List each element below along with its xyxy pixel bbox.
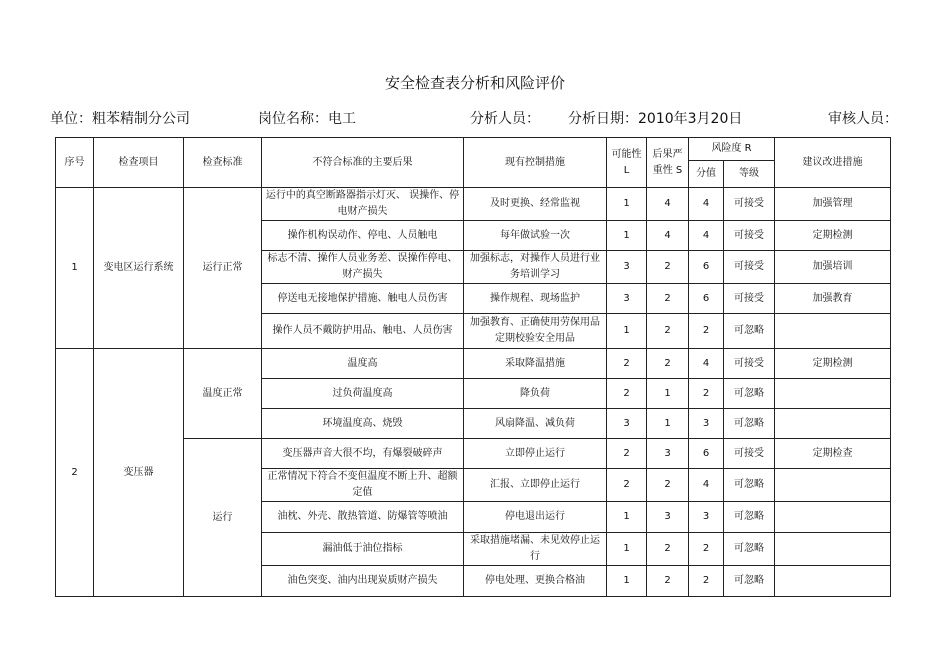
risk-score-cell: 3 <box>689 409 724 439</box>
header-item: 检查项目 <box>94 138 184 188</box>
consequence-cell: 环境温度高、烧毁 <box>262 409 464 439</box>
likelihood-cell: 3 <box>607 284 647 314</box>
consequence-cell: 操作机构误动作、停电、人员触电 <box>262 221 464 251</box>
control-cell: 每年做试验一次 <box>464 221 607 251</box>
likelihood-cell: 1 <box>607 221 647 251</box>
risk-score-cell: 2 <box>689 566 724 597</box>
risk-level-cell: 可接受 <box>724 439 775 469</box>
consequence-cell: 过负荷温度高 <box>262 379 464 409</box>
likelihood-cell: 2 <box>607 439 647 469</box>
item-cell: 变电区运行系统 <box>94 188 184 349</box>
likelihood-cell: 1 <box>607 502 647 533</box>
control-cell: 及时更换、经常监视 <box>464 188 607 221</box>
control-cell: 操作规程、现场监护 <box>464 284 607 314</box>
header-seq: 序号 <box>56 138 94 188</box>
position-label: 岗位名称：电工 <box>258 111 356 127</box>
severity-cell: 2 <box>647 469 689 502</box>
page-title: 安全检查表分析和风险评价 <box>384 74 565 92</box>
consequence-cell: 正常情况下符合不变但温度不断上升、超额定值 <box>262 469 464 502</box>
control-cell: 降负荷 <box>464 379 607 409</box>
risk-score-cell: 6 <box>689 284 724 314</box>
control-cell: 停电处理、更换合格油 <box>464 566 607 597</box>
risk-score-cell: 4 <box>689 349 724 379</box>
table-row <box>56 349 891 379</box>
severity-cell: 3 <box>647 439 689 469</box>
severity-cell: 1 <box>647 409 689 439</box>
item-cell: 变压器 <box>94 349 184 597</box>
header-row <box>56 138 891 161</box>
risk-level-cell: 可接受 <box>724 188 775 221</box>
risk-score-cell: 6 <box>689 439 724 469</box>
suggestion-cell: 定期检测 <box>775 349 891 379</box>
likelihood-cell: 2 <box>607 349 647 379</box>
severity-cell: 2 <box>647 251 689 284</box>
control-cell: 采取措施堵漏、未见效停止运行 <box>464 533 607 566</box>
severity-cell: 3 <box>647 502 689 533</box>
risk-level-cell: 可忽略 <box>724 379 775 409</box>
suggestion-cell: 定期检查 <box>775 439 891 469</box>
likelihood-cell: 1 <box>607 566 647 597</box>
consequence-cell: 变压器声音大很不均，有爆裂破碎声 <box>262 439 464 469</box>
header-score: 分值 <box>689 161 724 188</box>
suggestion-cell: 加强教育 <box>775 284 891 314</box>
risk-level-cell: 可忽略 <box>724 566 775 597</box>
header-standard: 检查标准 <box>184 138 262 188</box>
consequence-cell: 油枕、外壳、散热管道、防爆管等喷油 <box>262 502 464 533</box>
risk-level-cell: 可接受 <box>724 349 775 379</box>
control-cell: 立即停止运行 <box>464 439 607 469</box>
severity-cell: 2 <box>647 349 689 379</box>
table-row <box>56 188 891 221</box>
standard-cell: 温度正常 <box>184 349 262 439</box>
risk-level-cell: 可忽略 <box>724 314 775 349</box>
severity-cell: 2 <box>647 314 689 349</box>
risk-level-cell: 可忽略 <box>724 409 775 439</box>
consequence-cell: 停送电无接地保护措施、触电人员伤害 <box>262 284 464 314</box>
risk-score-cell: 4 <box>689 221 724 251</box>
risk-level-cell: 可忽略 <box>724 502 775 533</box>
risk-score-cell: 4 <box>689 469 724 502</box>
control-cell: 汇报、立即停止运行 <box>464 469 607 502</box>
risk-level-cell: 可接受 <box>724 284 775 314</box>
consequence-cell: 温度高 <box>262 349 464 379</box>
control-cell: 停电退出运行 <box>464 502 607 533</box>
severity-cell: 2 <box>647 284 689 314</box>
header-severity: 后果严重性 S <box>647 138 689 188</box>
risk-level-cell: 可忽略 <box>724 469 775 502</box>
date-label: 分析日期：2010年3月20日 <box>568 111 743 127</box>
seq-cell: 1 <box>56 188 94 349</box>
unit-label: 单位：粗苯精制分公司 <box>50 111 190 127</box>
control-cell: 采取降温措施 <box>464 349 607 379</box>
risk-level-cell: 可接受 <box>724 251 775 284</box>
severity-cell: 1 <box>647 379 689 409</box>
likelihood-cell: 1 <box>607 533 647 566</box>
risk-score-cell: 6 <box>689 251 724 284</box>
control-cell: 加强教育、正确使用劳保用品定期校验安全用品 <box>464 314 607 349</box>
standard-cell: 运行 <box>184 439 262 597</box>
reviewer-label: 审核人员： <box>828 111 898 127</box>
risk-level-cell: 可忽略 <box>724 533 775 566</box>
consequence-cell: 运行中的真空断路器指示灯灭、 误操作、停电财产损失 <box>262 188 464 221</box>
likelihood-cell: 2 <box>607 469 647 502</box>
severity-cell: 4 <box>647 188 689 221</box>
severity-cell: 2 <box>647 533 689 566</box>
risk-score-cell: 2 <box>689 533 724 566</box>
risk-level-cell: 可接受 <box>724 221 775 251</box>
risk-score-cell: 3 <box>689 502 724 533</box>
suggestion-cell: 加强培训 <box>775 251 891 284</box>
suggestion-cell: 定期检测 <box>775 221 891 251</box>
info-bar <box>50 108 900 128</box>
suggestion-cell <box>775 533 891 566</box>
risk-score-cell: 4 <box>689 188 724 221</box>
suggestion-cell <box>775 502 891 533</box>
header-consequence: 不符合标准的主要后果 <box>262 138 464 188</box>
header-level: 等级 <box>724 161 775 188</box>
header-control: 现有控制措施 <box>464 138 607 188</box>
header-likelihood: 可能性 L <box>607 138 647 188</box>
risk-score-cell: 2 <box>689 379 724 409</box>
seq-cell: 2 <box>56 349 94 597</box>
suggestion-cell <box>775 566 891 597</box>
header-suggestion: 建议改进措施 <box>775 138 891 188</box>
table-body <box>56 188 891 597</box>
consequence-cell: 操作人员不戴防护用品、触电、人员伤害 <box>262 314 464 349</box>
likelihood-cell: 1 <box>607 188 647 221</box>
severity-cell: 2 <box>647 566 689 597</box>
suggestion-cell <box>775 314 891 349</box>
risk-table <box>55 137 891 597</box>
suggestion-cell <box>775 469 891 502</box>
consequence-cell: 漏油低于油位指标 <box>262 533 464 566</box>
likelihood-cell: 2 <box>607 379 647 409</box>
suggestion-cell: 加强管理 <box>775 188 891 221</box>
suggestion-cell <box>775 409 891 439</box>
likelihood-cell: 3 <box>607 251 647 284</box>
control-cell: 加强标志，对操作人员进行业务培训学习 <box>464 251 607 284</box>
control-cell: 风扇降温、减负荷 <box>464 409 607 439</box>
analyst-label: 分析人员： <box>470 111 540 127</box>
consequence-cell: 油色突变、油内出现炭质财产损失 <box>262 566 464 597</box>
likelihood-cell: 1 <box>607 314 647 349</box>
risk-score-cell: 2 <box>689 314 724 349</box>
likelihood-cell: 3 <box>607 409 647 439</box>
consequence-cell: 标志不清、操作人员业务差、误操作停电、财产损失 <box>262 251 464 284</box>
severity-cell: 4 <box>647 221 689 251</box>
suggestion-cell <box>775 379 891 409</box>
header-risk: 风险度 R <box>689 138 775 161</box>
standard-cell: 运行正常 <box>184 188 262 349</box>
